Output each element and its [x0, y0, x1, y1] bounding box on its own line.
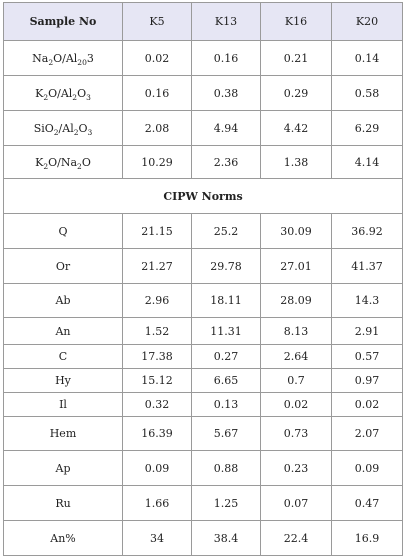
table-cell: 29.78: [192, 249, 261, 284]
geochem-table: [3, 2, 403, 556]
table-cell: 0.57: [332, 345, 403, 369]
table-cell: 1.52: [123, 318, 192, 345]
norm-label: C: [4, 345, 123, 369]
table-row: [4, 249, 403, 284]
table-cell: 2.08: [123, 111, 192, 146]
table-cell: 6.65: [192, 369, 261, 393]
table-cell: 21.27: [123, 249, 192, 284]
table-cell: 41.37: [332, 249, 403, 284]
table-cell: 1.25: [192, 486, 261, 521]
table-cell: 5.67: [192, 417, 261, 451]
table-cell: 0.47: [332, 486, 403, 521]
table-cell: 8.13: [261, 318, 332, 345]
table-cell: 0.29: [261, 76, 332, 111]
table-row: [4, 486, 403, 521]
norm-label: Hy: [4, 369, 123, 393]
table-cell: 0.38: [192, 76, 261, 111]
table-cell: 36.92: [332, 214, 403, 249]
header-sample-no: Sample No: [4, 3, 123, 41]
table-cell: 0.27: [192, 345, 261, 369]
table-cell: 0.97: [332, 369, 403, 393]
table-row: [4, 345, 403, 369]
table-cell: 2.64: [261, 345, 332, 369]
table-cell: 0.02: [332, 393, 403, 417]
table-cell: 2.96: [123, 284, 192, 318]
norm-label: Q: [4, 214, 123, 249]
ratio-label: $K_2O/Na_2O$: [4, 146, 123, 179]
table-cell: 22.4: [261, 521, 332, 556]
table-cell: 0.02: [123, 41, 192, 76]
table-cell: 18.11: [192, 284, 261, 318]
table-container: [3, 2, 403, 556]
table-row: [4, 76, 403, 111]
table-cell: 0.09: [332, 451, 403, 486]
table-cell: 2.07: [332, 417, 403, 451]
header-sample: K13: [192, 3, 261, 41]
table-cell: 30.09: [261, 214, 332, 249]
table-cell: 16.39: [123, 417, 192, 451]
table-cell: 0.23: [261, 451, 332, 486]
norm-label: An: [4, 318, 123, 345]
norm-label: Or: [4, 249, 123, 284]
header-sample: K5: [123, 3, 192, 41]
table-cell: 38.4: [192, 521, 261, 556]
table-row: [4, 318, 403, 345]
table-cell: 1.38: [261, 146, 332, 179]
table-cell: 4.94: [192, 111, 261, 146]
norm-label: An%: [4, 521, 123, 556]
norm-label: Ap: [4, 451, 123, 486]
norm-label: Il: [4, 393, 123, 417]
ratio-label: $K_2O/Al_2O_3$: [4, 76, 123, 111]
table-cell: 0.09: [123, 451, 192, 486]
table-row: [4, 214, 403, 249]
section-row: [4, 179, 403, 214]
table-row: [4, 41, 403, 76]
table-cell: 15.12: [123, 369, 192, 393]
table-row: [4, 521, 403, 556]
table-cell: 0.7: [261, 369, 332, 393]
section-title: CIPW Norms: [4, 179, 403, 214]
table-cell: 0.02: [261, 393, 332, 417]
table-cell: 16.9: [332, 521, 403, 556]
table-cell: 21.15: [123, 214, 192, 249]
table-row: [4, 369, 403, 393]
table-cell: 0.58: [332, 76, 403, 111]
table-cell: 1.66: [123, 486, 192, 521]
table-row: [4, 393, 403, 417]
table-cell: 4.42: [261, 111, 332, 146]
table-cell: 0.13: [192, 393, 261, 417]
table-cell: 0.07: [261, 486, 332, 521]
table-cell: 6.29: [332, 111, 403, 146]
norm-label: Ab: [4, 284, 123, 318]
table-cell: 0.16: [123, 76, 192, 111]
norm-label: Hem: [4, 417, 123, 451]
table-cell: 28.09: [261, 284, 332, 318]
table-cell: 27.01: [261, 249, 332, 284]
table-cell: 2.91: [332, 318, 403, 345]
table-cell: 0.32: [123, 393, 192, 417]
table-cell: 4.14: [332, 146, 403, 179]
table-cell: 34: [123, 521, 192, 556]
norm-label: Ru: [4, 486, 123, 521]
table-row: [4, 417, 403, 451]
table-row: [4, 451, 403, 486]
table-cell: 11.31: [192, 318, 261, 345]
table-cell: 0.73: [261, 417, 332, 451]
table-cell: 14.3: [332, 284, 403, 318]
table-cell: 17.38: [123, 345, 192, 369]
header-sample: K16: [261, 3, 332, 41]
table-cell: 2.36: [192, 146, 261, 179]
table-cell: 25.2: [192, 214, 261, 249]
ratio-label: $SiO_2/Al_2O_3$: [4, 111, 123, 146]
ratio-label: $Na_2O/Al_{20}3$: [4, 41, 123, 76]
table-cell: 0.16: [192, 41, 261, 76]
header-row: [4, 3, 403, 41]
table-row: [4, 146, 403, 179]
table-row: [4, 284, 403, 318]
table-cell: 0.88: [192, 451, 261, 486]
table-cell: 10.29: [123, 146, 192, 179]
table-cell: 0.21: [261, 41, 332, 76]
header-sample: K20: [332, 3, 403, 41]
table-cell: 0.14: [332, 41, 403, 76]
table-row: [4, 111, 403, 146]
